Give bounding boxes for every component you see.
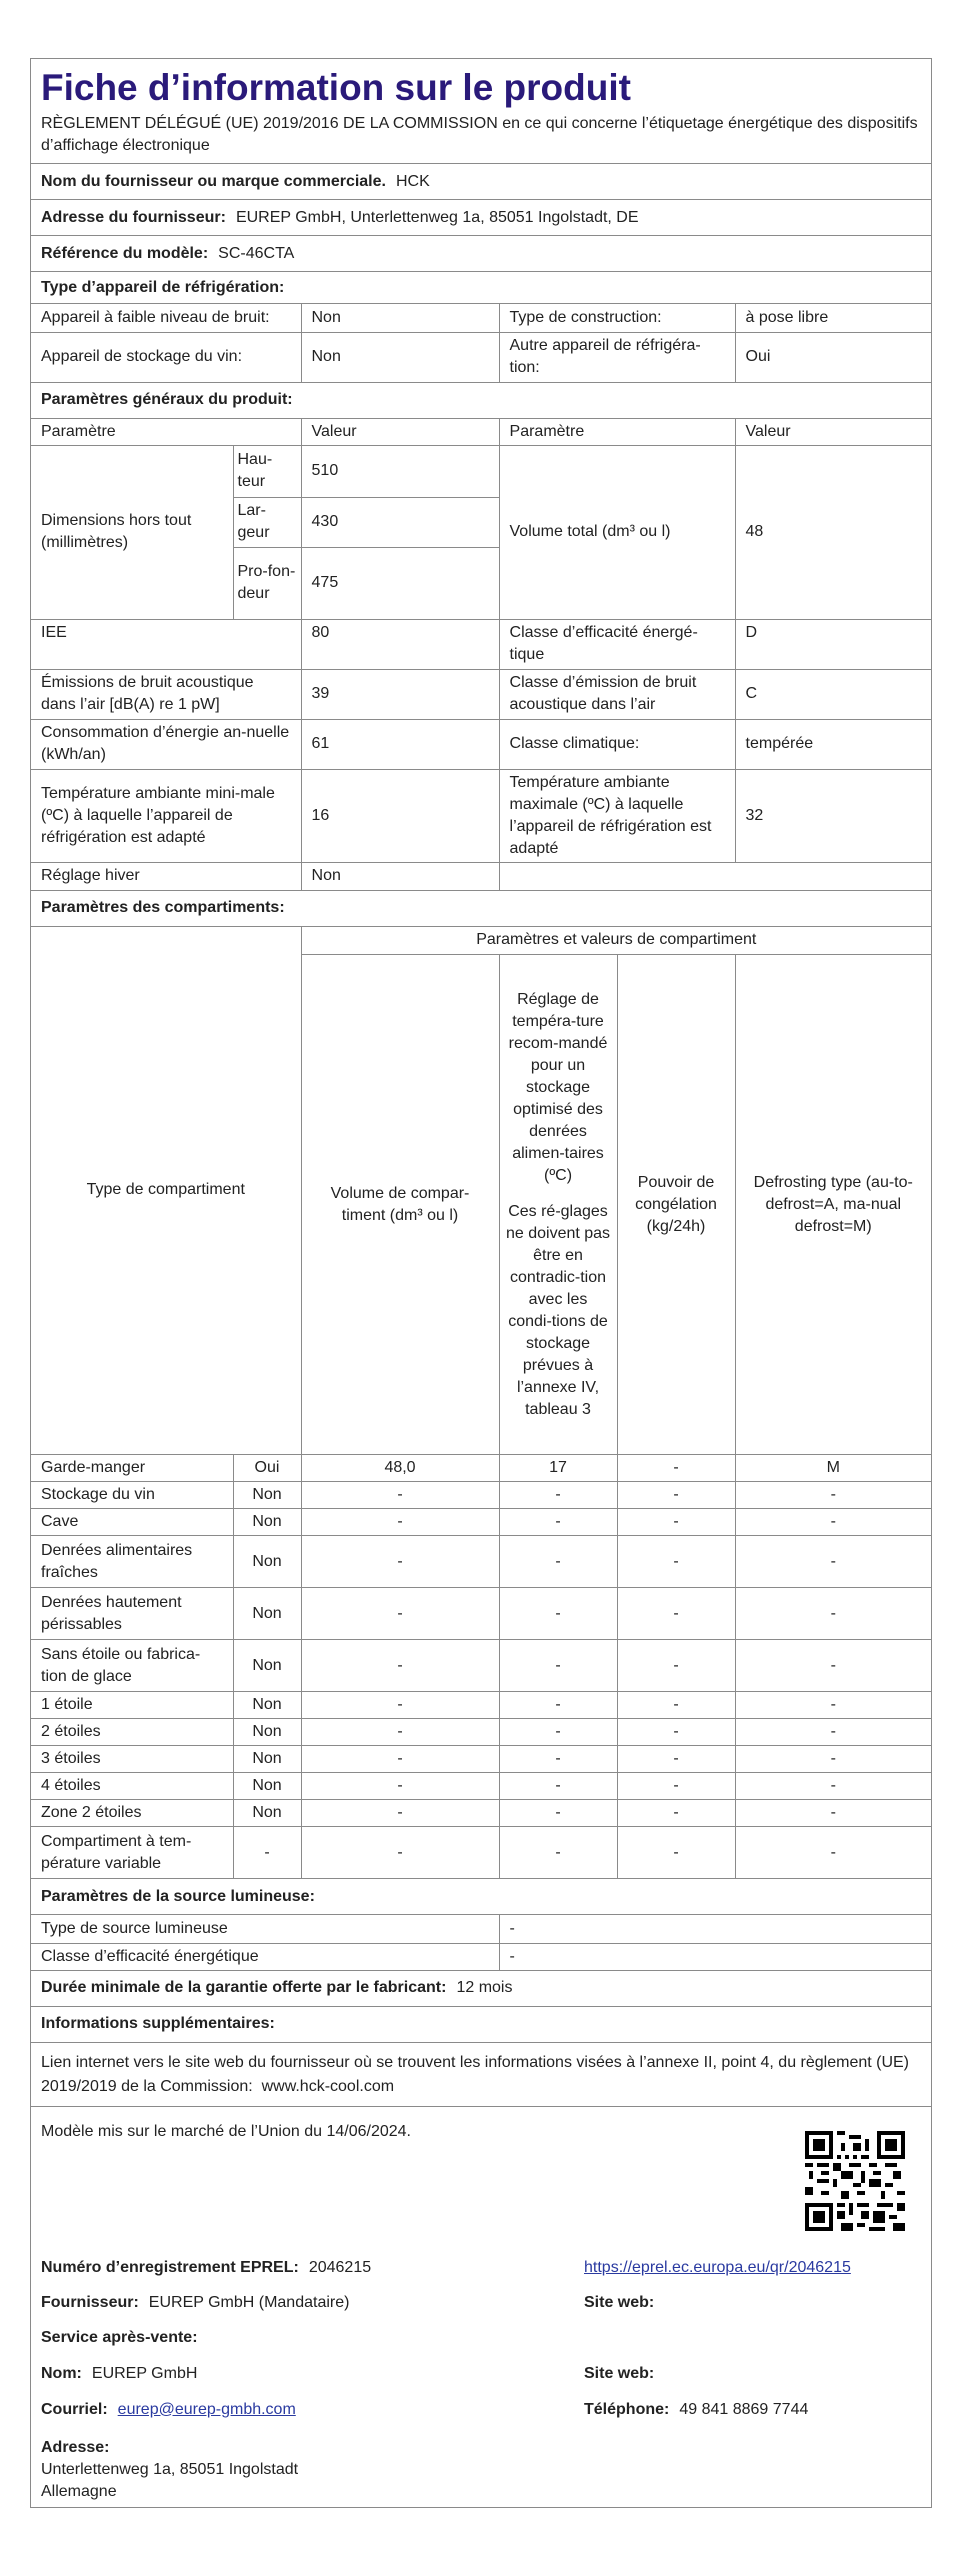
table-row xyxy=(31,1588,931,1640)
max-temp-label: Température ambiante maximale (ºC) à laquelle l’appareil de réfrigération est adapté xyxy=(499,769,735,862)
energy-consumption-value: 61 xyxy=(301,719,499,769)
compartment-temp: - xyxy=(499,1746,617,1773)
table-row xyxy=(31,1719,931,1746)
address-row xyxy=(31,200,931,236)
compartment-temp: - xyxy=(499,1640,617,1692)
compartment-present: Non xyxy=(233,1692,301,1719)
compartment-defrost: - xyxy=(735,1746,931,1773)
light-heading-row xyxy=(31,1879,931,1915)
compartment-rows xyxy=(31,1455,931,1879)
compartment-freeze: - xyxy=(617,1719,735,1746)
table-row xyxy=(31,1800,931,1827)
compartment-defrost: - xyxy=(735,1536,931,1588)
table-row xyxy=(31,445,931,497)
extra-info-row xyxy=(31,2043,931,2107)
compartment-defrost: - xyxy=(735,1719,931,1746)
compartment-volume: - xyxy=(301,1640,499,1692)
compartment-freeze: - xyxy=(617,1827,735,1879)
model-label: Référence du modèle: xyxy=(41,244,209,262)
compartment-name: 3 étoiles xyxy=(31,1746,233,1773)
compartment-name: Denrées hautement périssables xyxy=(31,1588,233,1640)
low-noise-label: Appareil à faible niveau de bruit: xyxy=(31,304,301,332)
table-row xyxy=(31,1536,931,1588)
column-header-parameter: Paramètre xyxy=(31,419,301,446)
eprel-value: 2046215 xyxy=(308,2258,372,2276)
noise-class-value: C xyxy=(735,669,931,719)
compartment-defrost: - xyxy=(735,1773,931,1800)
iee-label: IEE xyxy=(31,619,301,669)
table-row xyxy=(31,862,931,890)
bottom-supplier-value: EUREP GmbH (Mandataire) xyxy=(148,2293,350,2311)
climate-class-label: Classe climatique: xyxy=(499,719,735,769)
warranty-label: Durée minimale de la garantie offerte par le fabricant: xyxy=(41,1979,447,1996)
volume-label: Volume total (dm³ ou l) xyxy=(499,445,735,619)
construction-label: Type de construction: xyxy=(499,304,735,332)
compartment-temp: 17 xyxy=(499,1455,617,1482)
compartment-temp: - xyxy=(499,1509,617,1536)
service-address-line2: Allemagne xyxy=(41,2482,117,2500)
extra-heading-row xyxy=(31,2007,931,2043)
winter-setting-label: Réglage hiver xyxy=(31,862,301,890)
warranty-value: 12 mois xyxy=(456,1979,513,1996)
table-row xyxy=(31,1509,931,1536)
table-row xyxy=(31,1692,931,1719)
wine-label: Appareil de stockage du vin: xyxy=(31,332,301,382)
energy-class-label: Classe d’efficacité énergé-tique xyxy=(499,619,735,669)
winter-setting-value: Non xyxy=(301,862,499,890)
phone-value: 49 841 8869 7744 xyxy=(679,2400,809,2418)
height-label: Hau-teur xyxy=(233,445,301,497)
service-address-line1: Unterlettenweg 1a, 85051 Ingolstadt xyxy=(41,2460,299,2478)
table-row xyxy=(31,1915,931,1943)
compartment-defrost: - xyxy=(735,1800,931,1827)
general-heading-row xyxy=(31,383,931,419)
compartment-temp: - xyxy=(499,1536,617,1588)
regulation-subtitle: RÈGLEMENT DÉLÉGUÉ (UE) 2019/2016 DE LA COMMISSION en ce qui concerne l’étiquetage énergétique des dispositifs d’affichage électronique xyxy=(41,115,918,154)
compartments-heading-row xyxy=(31,891,931,927)
height-value: 510 xyxy=(301,445,499,497)
empty-cell xyxy=(499,862,931,890)
light-type-label: Type de source lumineuse xyxy=(31,1915,499,1943)
email-link[interactable]: eurep@eurep-gmbh.com xyxy=(117,2400,296,2418)
table-row xyxy=(31,419,931,446)
freezing-capacity-header: Pouvoir de congélation (kg/24h) xyxy=(617,955,735,1455)
table-row xyxy=(31,619,931,669)
column-header-parameter-2: Paramètre xyxy=(499,419,735,446)
address-value: EUREP GmbH, Unterlettenweg 1a, 85051 Ingolstadt, DE xyxy=(235,208,639,226)
compartment-freeze: - xyxy=(617,1536,735,1588)
after-sales-heading xyxy=(41,2329,208,2347)
noise-value: 39 xyxy=(301,669,499,719)
website-label: Site web: xyxy=(584,2293,655,2311)
general-heading: Paramètres généraux du produit: xyxy=(41,391,293,408)
compartment-freeze: - xyxy=(617,1588,735,1640)
supplier-label: Nom du fournisseur ou marque commerciale. xyxy=(41,172,386,190)
appliance-type-heading-row xyxy=(31,272,931,304)
address-label: Adresse du fournisseur: xyxy=(41,208,226,226)
table-row xyxy=(31,1773,931,1800)
compartment-name: 4 étoiles xyxy=(31,1773,233,1800)
low-noise-value: Non xyxy=(301,304,499,332)
recommended-temp-header xyxy=(499,955,617,1455)
compartment-name: 1 étoile xyxy=(31,1692,233,1719)
compartment-defrost: - xyxy=(735,1588,931,1640)
table-row xyxy=(31,332,931,382)
compartments-table xyxy=(31,927,931,1880)
recommended-temp-text: Réglage de tempéra-ture recom-mandé pour un stockage optimisé des denrées alimen-taires (ºC) xyxy=(508,990,608,1184)
eprel-registration xyxy=(41,2259,371,2277)
noise-class-label: Classe d’émission de bruit acoustique dans l’air xyxy=(499,669,735,719)
compartment-present: Non xyxy=(233,1800,301,1827)
appliance-type-heading: Type d’appareil de réfrigération: xyxy=(41,278,285,296)
compartment-defrost: - xyxy=(735,1692,931,1719)
compartment-name: Cave xyxy=(31,1509,233,1536)
compartment-name: Zone 2 étoiles xyxy=(31,1800,233,1827)
compartment-present: Non xyxy=(233,1509,301,1536)
compartment-freeze: - xyxy=(617,1482,735,1509)
compartment-temp: - xyxy=(499,1692,617,1719)
table-row xyxy=(31,1482,931,1509)
service-name xyxy=(41,2365,197,2383)
compartment-volume: - xyxy=(301,1692,499,1719)
compartment-defrost: - xyxy=(735,1482,931,1509)
energy-class-value: D xyxy=(735,619,931,669)
compartment-name: Garde-manger xyxy=(31,1455,233,1482)
compartment-freeze: - xyxy=(617,1455,735,1482)
construction-value: à pose libre xyxy=(735,304,931,332)
compartment-volume: - xyxy=(301,1746,499,1773)
registration-section xyxy=(31,2107,931,2507)
recommended-temp-note: Ces ré-glages ne doivent pas être en contradic-tion avec les condi-tions de stockage prévues à l’annexe IV, tableau 3 xyxy=(505,1202,611,1418)
compartment-volume: - xyxy=(301,1482,499,1509)
eprel-label: Numéro d’enregistrement EPREL: xyxy=(41,2258,299,2276)
compartment-name: Stockage du vin xyxy=(31,1482,233,1509)
compartment-freeze: - xyxy=(617,1800,735,1827)
table-row xyxy=(31,719,931,769)
compartment-present: Non xyxy=(233,1640,301,1692)
min-temp-value: 16 xyxy=(301,769,499,862)
defrost-type-header: Defrosting type (au-to-defrost=A, ma-nual defrost=M) xyxy=(735,955,931,1455)
compartment-present: Non xyxy=(233,1719,301,1746)
supplier-website: www.hck-cool.com xyxy=(261,2077,395,2095)
compartment-name: Compartiment à tem-pérature variable xyxy=(31,1827,233,1879)
service-name-label: Nom: xyxy=(41,2364,82,2382)
compartment-temp: - xyxy=(499,1588,617,1640)
qr-code-icon xyxy=(805,2131,905,2231)
bottom-supplier-label: Fournisseur: xyxy=(41,2293,139,2311)
compartment-present: Oui xyxy=(233,1455,301,1482)
column-header-value-2: Valeur xyxy=(735,419,931,446)
phone-field xyxy=(584,2401,808,2419)
compartment-volume: - xyxy=(301,1509,499,1536)
compartment-freeze: - xyxy=(617,1640,735,1692)
compartment-name: Denrées alimentaires fraîches xyxy=(31,1536,233,1588)
warranty-row xyxy=(31,1971,931,2007)
compartment-present: Non xyxy=(233,1482,301,1509)
supplier-row xyxy=(31,164,931,200)
table-row xyxy=(31,1640,931,1692)
width-value: 430 xyxy=(301,497,499,547)
column-header-value: Valeur xyxy=(301,419,499,446)
compartment-volume: - xyxy=(301,1719,499,1746)
website-field xyxy=(584,2294,664,2312)
service-name-value: EUREP GmbH xyxy=(91,2364,198,2382)
compartment-name: Sans étoile ou fabrica-tion de glace xyxy=(31,1640,233,1692)
model-row xyxy=(31,236,931,272)
compartment-defrost: M xyxy=(735,1455,931,1482)
supplier-info xyxy=(41,2294,349,2312)
service-address xyxy=(41,2437,298,2503)
compartment-defrost: - xyxy=(735,1640,931,1692)
depth-value: 475 xyxy=(301,547,499,619)
page-title: Fiche d’information sur le produit xyxy=(41,67,631,108)
compartment-defrost: - xyxy=(735,1827,931,1879)
compartment-present: Non xyxy=(233,1588,301,1640)
product-information-sheet xyxy=(30,58,932,2508)
compartment-volume: - xyxy=(301,1588,499,1640)
model-value: SC-46CTA xyxy=(218,244,295,262)
compartment-volume: - xyxy=(301,1827,499,1879)
other-appliance-value: Oui xyxy=(735,332,931,382)
table-row xyxy=(31,304,931,332)
iee-value: 80 xyxy=(301,619,499,669)
market-date: Modèle mis sur le marché de l’Union du 14/06/2024. xyxy=(41,2122,411,2140)
compartment-present: Non xyxy=(233,1773,301,1800)
compartment-defrost: - xyxy=(735,1509,931,1536)
service-address-label: Adresse: xyxy=(41,2438,110,2456)
phone-label: Téléphone: xyxy=(584,2400,670,2418)
compartment-name: 2 étoiles xyxy=(31,1719,233,1746)
compartment-temp: - xyxy=(499,1800,617,1827)
other-appliance-label: Autre appareil de réfrigéra-tion: xyxy=(499,332,735,382)
compartment-present: - xyxy=(233,1827,301,1879)
light-heading: Paramètres de la source lumineuse: xyxy=(41,1887,315,1905)
eprel-link[interactable]: https://eprel.ec.europa.eu/qr/2046215 xyxy=(584,2258,851,2276)
compartment-freeze: - xyxy=(617,1773,735,1800)
compartment-present: Non xyxy=(233,1536,301,1588)
compartment-temp: - xyxy=(499,1482,617,1509)
compartment-volume: - xyxy=(301,1536,499,1588)
climate-class-value: tempérée xyxy=(735,719,931,769)
compartment-freeze: - xyxy=(617,1692,735,1719)
compartment-temp: - xyxy=(499,1773,617,1800)
light-source-table xyxy=(31,1915,931,1971)
after-sales-label: Service après-vente: xyxy=(41,2328,198,2346)
table-row xyxy=(31,1455,931,1482)
compartment-volume-header: Volume de compar-timent (dm³ ou l) xyxy=(301,955,499,1455)
header-block xyxy=(31,59,931,164)
table-row xyxy=(31,1827,931,1879)
max-temp-value: 32 xyxy=(735,769,931,862)
wine-value: Non xyxy=(301,332,499,382)
table-row xyxy=(31,927,931,955)
compartment-temp: - xyxy=(499,1827,617,1879)
compartment-temp: - xyxy=(499,1719,617,1746)
extra-heading: Informations supplémentaires: xyxy=(41,2015,275,2032)
width-label: Lar-geur xyxy=(233,497,301,547)
service-website-label: Site web: xyxy=(584,2364,655,2382)
compartment-volume: 48,0 xyxy=(301,1455,499,1482)
noise-label: Émissions de bruit acoustique dans l’air [dB(A) re 1 pW] xyxy=(31,669,301,719)
email-label: Courriel: xyxy=(41,2400,108,2418)
dimensions-label: Dimensions hors tout (millimètres) xyxy=(31,445,233,619)
volume-value: 48 xyxy=(735,445,931,619)
supplier-value: HCK xyxy=(395,172,430,190)
compartment-volume: - xyxy=(301,1800,499,1827)
general-parameters-table xyxy=(31,419,931,891)
compartment-type-header: Type de compartiment xyxy=(31,927,301,1455)
compartment-present: Non xyxy=(233,1746,301,1773)
email-field xyxy=(41,2401,296,2419)
service-website-field xyxy=(584,2365,664,2383)
energy-consumption-label: Consommation d’énergie an-nuelle (kWh/an) xyxy=(31,719,301,769)
extra-info-text: Lien internet vers le site web du fournisseur où se trouvent les informations visées à l’annexe II, point 4, du règlement (UE) 2019/2019 de la Commission: xyxy=(41,2053,910,2095)
table-row xyxy=(31,769,931,862)
compartment-freeze: - xyxy=(617,1509,735,1536)
appliance-type-table xyxy=(31,304,931,383)
min-temp-label: Température ambiante mini-male (ºC) à laquelle l’appareil de réfrigération est adapté xyxy=(31,769,301,862)
compartment-volume: - xyxy=(301,1773,499,1800)
table-row xyxy=(31,1746,931,1773)
table-row xyxy=(31,1943,931,1970)
compartments-heading: Paramètres des compartiments: xyxy=(41,899,285,916)
compartment-freeze: - xyxy=(617,1746,735,1773)
compartment-group-header: Paramètres et valeurs de compartiment xyxy=(301,927,931,955)
table-row xyxy=(31,669,931,719)
light-type-value: - xyxy=(499,1915,931,1943)
depth-label: Pro-fon-deur xyxy=(233,547,301,619)
light-class-value: - xyxy=(499,1943,931,1970)
light-class-label: Classe d’efficacité énergétique xyxy=(31,1943,499,1970)
